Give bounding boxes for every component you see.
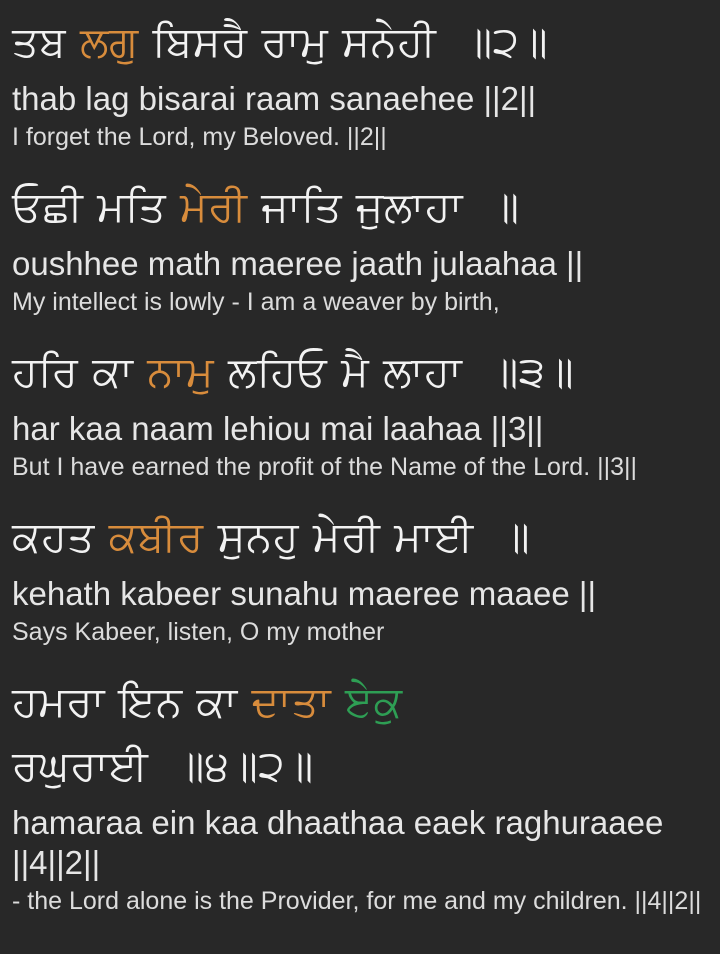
gurmukhi-line xyxy=(12,340,708,404)
gurmukhi-text xyxy=(12,10,708,74)
gurmukhi-word: ਕਹਤ xyxy=(12,512,109,561)
gurmukhi-word-highlighted-green: ਏਕੁ xyxy=(345,677,403,726)
verse-block[interactable] xyxy=(12,340,708,483)
transliteration-line: oushhee math maeree jaath julaahaa || xyxy=(12,245,584,282)
gurmukhi-word-highlighted-orange: ਮੇਰੀ xyxy=(180,182,248,231)
translation-line: My intellect is lowly - I am a weaver by birth, xyxy=(12,288,500,316)
gurmukhi-word: ਸੁਨਹੁ ਮੇਰੀ ਮਾਈ ॥ xyxy=(203,512,531,561)
gurmukhi-word: ਹਮਰਾ ਇਨ ਕਾ xyxy=(12,677,252,726)
translation-line: But I have earned the profit of the Name of the Lord. ||3|| xyxy=(12,453,637,481)
gurmukhi-line xyxy=(12,670,708,734)
translation-line: I forget the Lord, my Beloved. ||2|| xyxy=(12,123,387,151)
gurmukhi-word: ਤਬ xyxy=(12,17,80,66)
gurmukhi-text xyxy=(12,340,708,404)
transliteration-line: har kaa naam lehiou mai laahaa ||3|| xyxy=(12,410,544,447)
gurmukhi-word-highlighted-orange: ਲਗੁ xyxy=(79,17,139,66)
transliteration-line: hamaraa ein kaa dhaathaa eaek raghuraaee ||4||2|| xyxy=(12,804,664,881)
translation-line: Says Kabeer, listen, O my mother xyxy=(12,618,385,646)
verse-block[interactable] xyxy=(12,10,708,153)
verse-block[interactable] xyxy=(12,175,708,318)
gurmukhi-word-highlighted-orange: ਨਾਮੁ xyxy=(147,347,215,396)
gurmukhi-line xyxy=(12,734,708,798)
gurmukhi-word-highlighted-orange: ਦਾਤਾ xyxy=(251,677,332,726)
gurmukhi-text xyxy=(12,175,708,239)
gurmukhi-text xyxy=(12,670,708,798)
verse-block[interactable] xyxy=(12,670,708,917)
gurmukhi-line xyxy=(12,10,708,74)
translation-line: - the Lord alone is the Provider, for me and my children. ||4||2|| xyxy=(12,887,702,915)
gurmukhi-word-highlighted-orange: ਕਬੀਰ xyxy=(108,512,204,561)
gurmukhi-word xyxy=(331,677,345,726)
gurmukhi-word: ਓਛੀ ਮਤਿ xyxy=(12,182,181,231)
verse-block[interactable] xyxy=(12,505,708,648)
gurmukhi-word: ਹਰਿ ਕਾ xyxy=(12,347,148,396)
gurmukhi-word: ਲਹਿਓ ਮੈ ਲਾਹਾ ॥੩॥ xyxy=(214,347,575,396)
gurmukhi-line xyxy=(12,175,708,239)
gurmukhi-word: ਜਾਤਿ ਜੁਲਾਹਾ ॥ xyxy=(247,182,520,231)
gurmukhi-word: ਬਿਸਰੈ ਰਾਮੁ ਸਨੇਹੀ ॥੨॥ xyxy=(138,17,549,66)
gurmukhi-line xyxy=(12,505,708,569)
gurmukhi-word: ਰਘੁਰਾਈ ॥੪॥੨॥ xyxy=(12,741,314,790)
transliteration-line: thab lag bisarai raam sanaehee ||2|| xyxy=(12,80,537,117)
gurmukhi-text xyxy=(12,505,708,569)
transliteration-line: kehath kabeer sunahu maeree maaee || xyxy=(12,575,597,612)
